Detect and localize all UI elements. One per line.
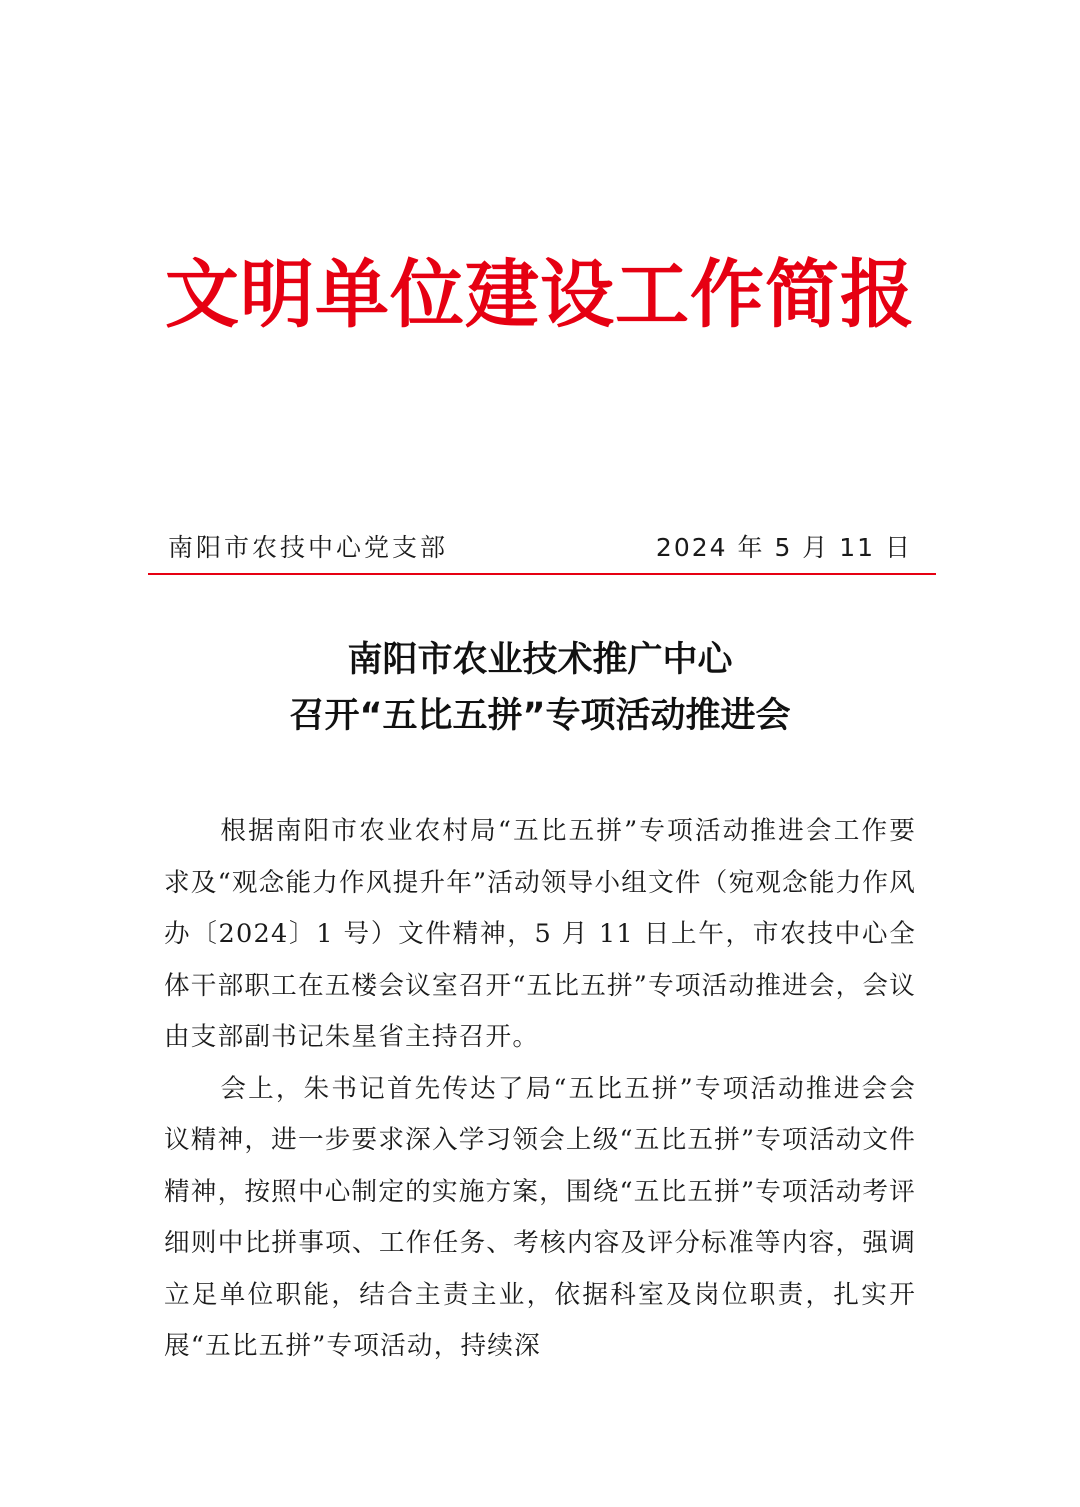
- issuer-name: 南阳市农技中心党支部: [168, 533, 449, 562]
- body-paragraph-2: 会上，朱书记首先传达了局“五比五拼”专项活动推进会会议精神，进一步要求深入学习领会上级“五比五拼”专项活动文件精神，按照中心制定的实施方案，围绕“五比五拼”专项活动考评细则中比拼事项、工作任务、考核内容及评分标准等内容，强调立足单位职能，结合主责主业，依据科室及岗位职责，扎实开展“五比五拼”专项活动，持续深: [164, 1073, 917, 1361]
- article-title: [0, 632, 1080, 744]
- red-divider-line: [148, 573, 936, 575]
- bulletin-masthead-title: 文明单位建设工作简报: [165, 252, 915, 338]
- article-body: [164, 806, 916, 1373]
- article-title-line-2: 召开“五比五拼”专项活动推进会: [289, 696, 791, 736]
- issuer-date-row: [168, 528, 912, 568]
- body-paragraph-1: 根据南阳市农业农村局“五比五拼”专项活动推进会工作要求及“观念能力作风提升年”活动领导小组文件（宛观念能力作风办〔2024〕1 号）文件精神，5 月 11 日上午，市农技中心全体干部职工在五楼会议室召开“五比五拼”专项活动推进会，会议由支部副书记朱星省主持召开。: [164, 816, 917, 1052]
- article-title-line-1: 南阳市农业技术推广中心: [347, 640, 733, 680]
- issue-date: 2024 年 5 月 11 日: [655, 533, 912, 562]
